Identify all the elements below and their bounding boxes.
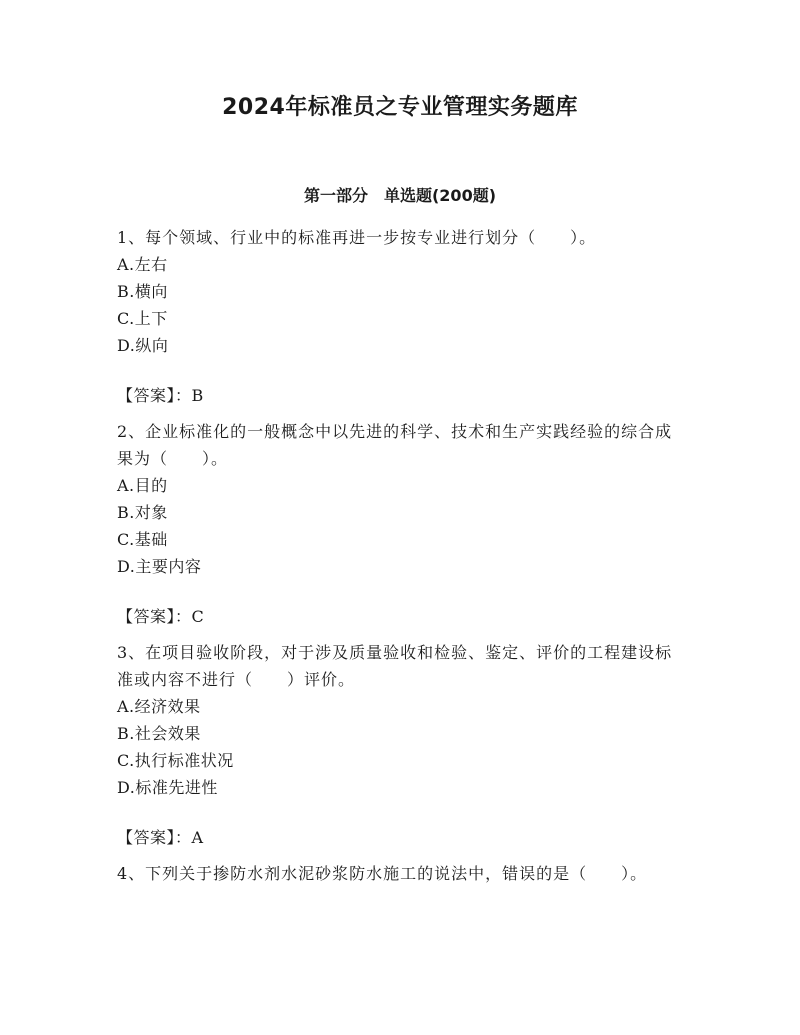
question-3 (117, 639, 683, 851)
question-list (117, 224, 683, 887)
option-list (117, 693, 683, 801)
question-stem: 4、下列关于掺防水剂水泥砂浆防水施工的说法中，错误的是（ ）。 (117, 864, 648, 883)
option-d: D.标准先进性 (117, 778, 218, 797)
option-b: B.社会效果 (117, 724, 201, 743)
question-stem: 3、在项目验收阶段，对于涉及质量验收和检验、鉴定、评价的工程建设标准或内容不进行（ ）评价。 (117, 643, 673, 689)
option-c: C.基础 (117, 530, 168, 549)
question-stem: 1、每个领域、行业中的标准再进一步按专业进行划分（ ）。 (117, 228, 597, 247)
option-a: A.左右 (117, 255, 168, 274)
option-a: A.经济效果 (117, 697, 201, 716)
option-b: B.对象 (117, 503, 168, 522)
answer-line: 【答案】：C (117, 607, 205, 626)
option-list (117, 472, 683, 580)
option-b: B.横向 (117, 282, 168, 301)
option-c: C.执行标准状况 (117, 751, 234, 770)
answer-line: 【答案】：B (117, 386, 204, 405)
option-d: D.纵向 (117, 336, 169, 355)
option-a: A.目的 (117, 476, 168, 495)
question-stem: 2、企业标准化的一般概念中以先进的科学、技术和生产实践经验的综合成果为（ ）。 (117, 422, 673, 468)
question-1 (117, 224, 683, 409)
document-title: 2024年标准员之专业管理实务题库 (222, 95, 578, 120)
question-4 (117, 860, 683, 887)
option-c: C.上下 (117, 309, 168, 328)
option-list (117, 251, 683, 359)
section-title: 第一部分 单选题(200题) (303, 186, 497, 205)
answer-line: 【答案】：A (117, 828, 204, 847)
question-2 (117, 418, 683, 630)
option-d: D.主要内容 (117, 557, 202, 576)
